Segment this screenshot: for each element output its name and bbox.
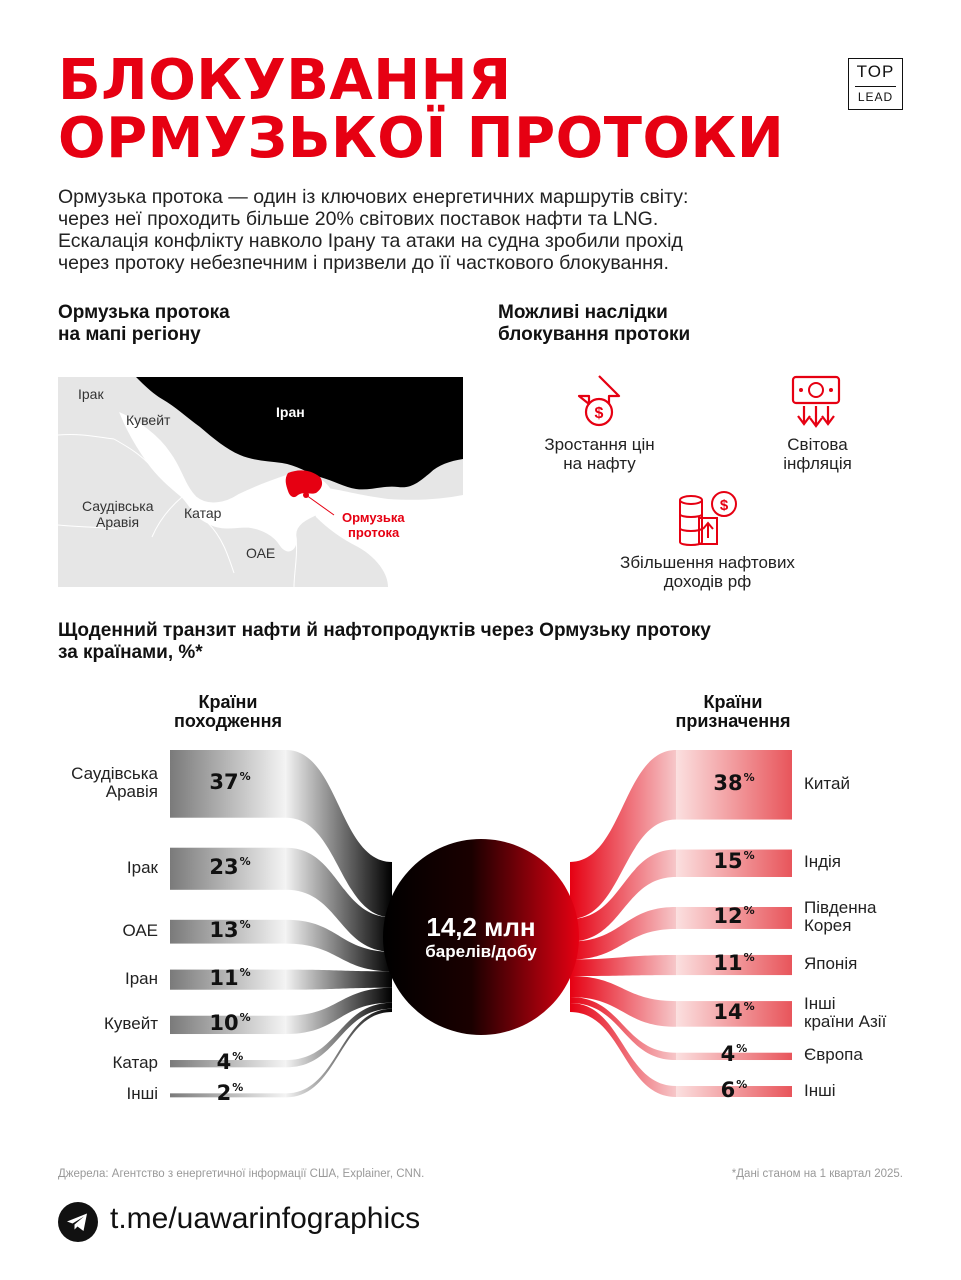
consequence-label: Зростання цін: [544, 435, 655, 454]
consequence-rising-price: [522, 435, 677, 473]
transit-title-line2: за країнами, %*: [58, 642, 203, 663]
destination-country-label: Інші: [804, 1080, 836, 1100]
sources-note: Джерела: Агентство з енергетичної інформації США, Explainer, CNN.: [58, 1168, 425, 1180]
page-title-line1: БЛОКУВАННЯ: [58, 48, 512, 113]
oil-revenue-icon: [677, 490, 739, 553]
consequence-label: Збільшення нафтових: [620, 553, 795, 572]
destination-country-label: Індія: [804, 852, 842, 872]
map-label-kuwait: Кувейт: [126, 412, 171, 428]
inflation-icon: [790, 374, 842, 435]
origin-percent-label: 37%: [209, 769, 251, 794]
map-label-strait-1: Ормузька: [342, 510, 405, 525]
toplead-logo: [848, 58, 903, 110]
map-label-uae: ОАЕ: [246, 545, 276, 561]
page-title: [58, 48, 838, 171]
dest-header-line1: Країни: [703, 692, 763, 712]
destination-percent-label: 4%: [720, 1042, 748, 1067]
map-label-qatar: Катар: [184, 505, 222, 521]
origin-header-line2: походження: [174, 711, 282, 731]
origin-percent-label: 10%: [209, 1010, 251, 1035]
telegram-link[interactable]: t.me/uawarinfographics: [110, 1202, 421, 1235]
svg-text:$: $: [594, 405, 604, 422]
intro-paragraph: [58, 186, 848, 274]
consequence-label: Світова: [787, 435, 848, 454]
destination-percent-label: 15%: [713, 849, 755, 874]
destination-percent-label: 12%: [713, 903, 755, 928]
origin-country-label: Іран: [124, 968, 158, 988]
destination-country-label: Японія: [804, 954, 858, 973]
origin-flow-band: [286, 970, 392, 990]
origin-country-label: ОАЕ: [122, 920, 158, 940]
svg-text:$: $: [719, 497, 729, 514]
consequence-label: інфляція: [783, 454, 852, 473]
destination-percent-label: 11%: [713, 951, 755, 975]
consequence-label: на нафту: [563, 454, 636, 473]
destination-country-label: Китай: [804, 773, 850, 793]
origin-country-label: Саудівська Аравія: [71, 763, 158, 801]
map-label-iraq: Ірак: [78, 386, 104, 402]
origin-percent-label: 4%: [216, 1049, 244, 1074]
map-label-saudi-2: Аравія: [96, 514, 140, 530]
destination-country-label: Південна Корея: [804, 897, 877, 935]
destination-country-label: Європа: [804, 1045, 863, 1065]
destination-country-label: Інші країни Азії: [804, 993, 887, 1031]
origin-percent-label: 13%: [209, 917, 251, 942]
origin-flow-band: [286, 988, 392, 1034]
logo-divider: [855, 86, 896, 87]
intro-line: Ескалація конфлікту навколо Ірану та атаки на судна зробили прохід: [58, 230, 683, 252]
date-footnote: *Дані станом на 1 квартал 2025.: [731, 1168, 903, 1180]
consequence-label: доходів рф: [663, 572, 752, 591]
total-volume-unit: барелів/добу: [425, 942, 537, 961]
map-title-line2: на мапі регіону: [58, 324, 201, 345]
origin-percent-label: 11%: [209, 965, 251, 990]
origin-country-label: Ірак: [126, 857, 158, 877]
origin-country-label: Інші: [126, 1084, 158, 1104]
origin-country-label: Катар: [112, 1052, 158, 1072]
telegram-icon[interactable]: [58, 1202, 98, 1242]
destination-percent-label: 14%: [713, 999, 755, 1024]
consequences-title-line1: Можливі наслідки: [498, 302, 668, 323]
origin-percent-label: 23%: [209, 854, 251, 879]
consequence-inflation: [740, 435, 895, 473]
map-section-title: [58, 302, 458, 346]
consequence-oil-revenue: [600, 553, 815, 591]
intro-line: через неї проходить більше 20% світових поставок нафти та LNG.: [58, 208, 659, 230]
total-volume-value: 14,2 млн: [426, 912, 536, 942]
logo-top-text: TOP: [856, 62, 895, 81]
transit-title: [58, 620, 918, 664]
intro-line: через протоку небезпечним і призвели до її часткового блокування.: [58, 252, 669, 274]
origin-percent-label: 2%: [216, 1081, 244, 1106]
map-label-iran: Іран: [276, 404, 305, 420]
logo-bottom-text: LEAD: [857, 90, 894, 104]
consequences-title-line2: блокування протоки: [498, 324, 691, 345]
origin-country-label: Кувейт: [104, 1013, 158, 1033]
map-label-saudi-1: Саудівська: [82, 498, 154, 514]
destination-percent-label: 6%: [720, 1077, 748, 1102]
intro-line: Ормузька протока — один із ключових енергетичних маршрутів світу:: [58, 186, 689, 208]
transit-title-line1: Щоденний транзит нафти й нафтопродуктів через Ормузьку протоку: [58, 620, 711, 641]
origin-flows: [286, 750, 392, 1097]
consequences-title: [498, 302, 918, 346]
dest-header-line2: призначення: [675, 711, 791, 731]
region-map: [58, 377, 463, 587]
rising-price-icon: [574, 374, 624, 435]
map-label-strait-2: протока: [348, 525, 400, 540]
destination-flows: [570, 750, 676, 1097]
page-title-line2: ОРМУЗЬКОЇ ПРОТОКИ: [58, 106, 785, 171]
map-title-line1: Ормузька протока: [58, 302, 230, 323]
destination-percent-label: 38%: [713, 770, 755, 795]
origin-header-line1: Країни: [198, 692, 258, 712]
